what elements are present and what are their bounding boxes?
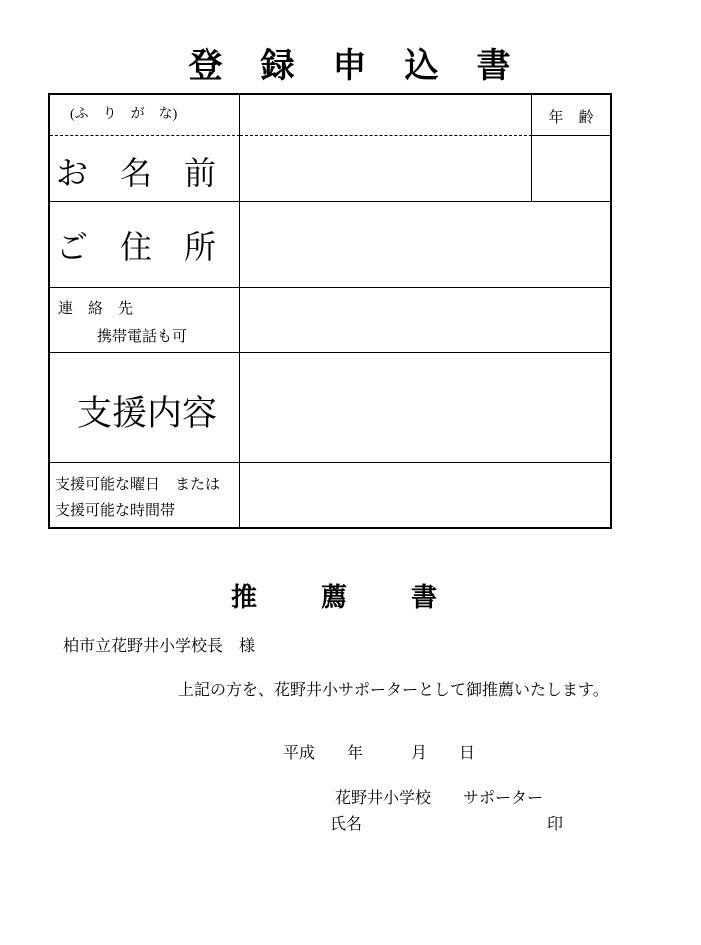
name-label: お 名 前 — [50, 136, 240, 202]
recommendation-signer-org-line: 花野井小学校 サポーター — [335, 790, 544, 807]
available-days-label-line1: 支援可能な曜日 または — [55, 477, 221, 493]
age-header: 年 齢 — [532, 95, 610, 136]
recommendation-signer-name-label[interactable]: 氏名 — [330, 816, 363, 833]
contact-input-cell[interactable] — [240, 288, 610, 353]
recommendation-recipient-line: 柏市立花野井小学校長 様 — [63, 638, 256, 655]
available-days-label — [50, 463, 240, 527]
address-label: ご 住 所 — [50, 202, 240, 288]
age-input-cell[interactable] — [532, 136, 610, 202]
available-days-label-line2: 支援可能な時間帯 — [55, 503, 176, 519]
address-input-cell[interactable] — [240, 202, 610, 288]
contact-label — [50, 288, 240, 353]
contact-label-line1: 連 絡 先 — [58, 301, 134, 317]
support-label: 支援内容 — [50, 353, 240, 463]
furigana-input-cell[interactable] — [240, 95, 532, 136]
furigana-label: (ふ り が な) — [50, 95, 240, 136]
recommendation-date-line[interactable]: 平成 年 月 日 — [283, 745, 476, 762]
recommendation-title: 推 薦 書 — [230, 583, 441, 612]
page-title: 登 録 申 込 書 — [188, 48, 513, 85]
name-input-cell[interactable] — [240, 136, 532, 202]
contact-label-line2: 携帯電話も可 — [97, 329, 188, 345]
recommendation-body-line: 上記の方を、花野井小サポーターとして御推薦いたします。 — [178, 682, 609, 699]
registration-table — [48, 93, 612, 529]
recommendation-seal-label: 印 — [547, 816, 564, 833]
support-input-cell[interactable] — [240, 353, 610, 463]
available-days-input-cell[interactable] — [240, 463, 610, 527]
